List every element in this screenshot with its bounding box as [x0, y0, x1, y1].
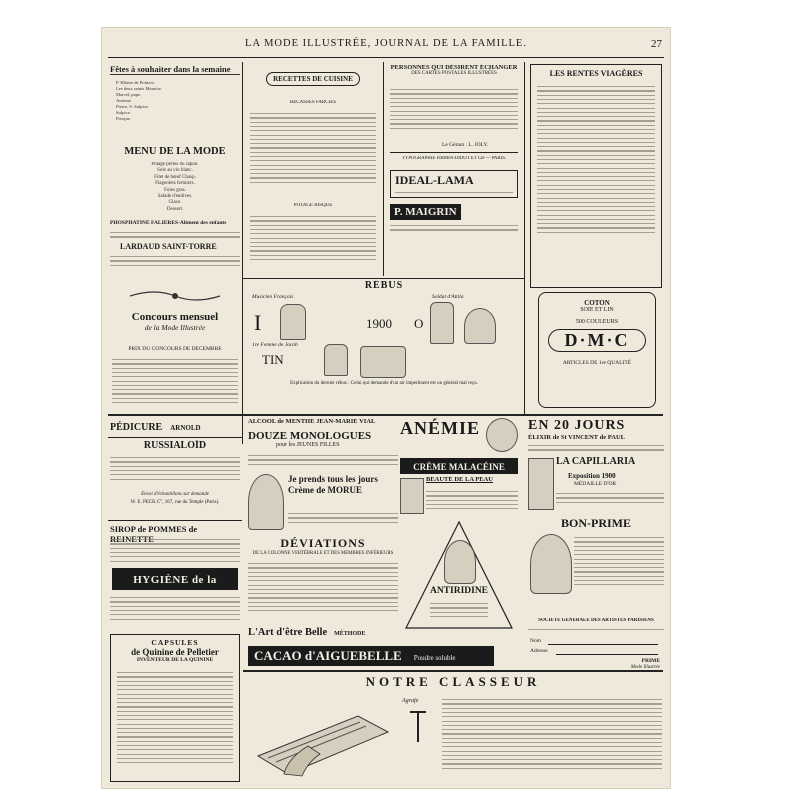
- classeur-heading: NOTRE CLASSEUR: [365, 674, 541, 689]
- rule-classeur: [243, 670, 663, 672]
- rebus-figure-illustration: [464, 308, 496, 344]
- antiridine-ad: ANTIRIDINE: [402, 520, 516, 632]
- deviations-ad: DÉVIATIONS DE LA COLONNE VERTÉBRALE ET DES MEMBRES INFÉRIEURS: [248, 536, 398, 620]
- capsules-ad: CAPSULES de Quinine de Pelletier INVENTEUR DE LA QUININE: [110, 634, 240, 782]
- concours-text: [112, 356, 238, 412]
- dmc-ad: COTON SOIE ET LIN 500 COULEURS D·M·C ARTICLES DE 1re QUALITÉ: [538, 292, 656, 408]
- rentes-viageres-article: LES RENTES VIAGÈRES: [530, 64, 662, 288]
- newspaper-page: [102, 28, 670, 788]
- rule-mid: [243, 414, 663, 416]
- agrafe-illustration: [408, 710, 428, 744]
- rebus-musician-illustration: [280, 304, 306, 340]
- agrafe-clip-icon: [408, 710, 428, 744]
- menu-heading: MENU DE LA MODE: [124, 146, 226, 157]
- fetes-heading: Fêtes à souhaiter dans la semaine: [110, 64, 240, 78]
- coupon-adresse-line: [556, 654, 658, 655]
- fetes-line: Prisque.: [116, 116, 131, 121]
- coupon-nom-label: Nom: [530, 638, 541, 644]
- rebus-pot-illustration: [360, 346, 406, 378]
- rebus-label-right: Soldat d'Attila: [432, 294, 464, 300]
- fetes-line: P. Hilaire de Poitiers.: [116, 80, 155, 85]
- hygiene-ad: HYGIÈNE de la: [112, 568, 238, 590]
- ideal-lama-ad: IDEAL-LAMA: [390, 170, 518, 198]
- binder-illustration-icon: [248, 696, 398, 784]
- column-divider-3: [524, 62, 525, 414]
- rebus-tin: TIN: [262, 352, 284, 367]
- douze-monologues-ad: DOUZE MONOLOGUES pour les JEUNES FILLES: [248, 430, 398, 466]
- header-rule: [108, 57, 664, 58]
- art-belle-ad: L'Art d'être Belle MÉTHODE: [248, 627, 366, 638]
- fetes-line: Les deux saints Maurice.: [116, 86, 162, 91]
- anemie-face-illustration: [486, 418, 518, 452]
- bon-prime-coupon: SOCIÉTÉ GÉNÉRALE DES ARTISTES PARISIENS Nom Adresse PRIME Mode Illustrée: [528, 618, 664, 676]
- bon-prime-ad: BON-PRIME: [528, 516, 664, 616]
- bon-prime-portrait-illustration: [530, 534, 572, 594]
- gerant: Le Gérant : L. JOLY.: [442, 142, 489, 148]
- personnes-list: [390, 86, 518, 140]
- capillaria-bottle-illustration: [528, 458, 554, 510]
- coupon-nom-line: [548, 644, 658, 645]
- sirop-ad: SIROP de POMMES de: [110, 524, 240, 566]
- russialoid-ad: RUSSIALOÏD Envoi d'échantillons sur demande W. E. PECK C°, 167, rue du Temple (Paris).: [110, 440, 240, 510]
- creme-malaceine-ad: CRÈME MALACÉINE: [400, 458, 518, 474]
- antiridine-woman-illustration: [444, 540, 476, 584]
- rebus-label-left: Musicien Français: [252, 294, 294, 300]
- recipe-becasses: BÉCASSES FARCIES: [289, 100, 337, 105]
- agrafe-label: Agrafe: [402, 698, 419, 704]
- anemie-ad: ANÉMIE: [400, 418, 518, 454]
- classeur-text: [442, 696, 662, 784]
- beaute-peau-ad: BEAUTÉ DE LA PEAU: [400, 476, 518, 516]
- menu-item: Potage perles du Japon.: [151, 162, 199, 167]
- column-divider-1: [242, 62, 243, 444]
- menu-item: Dessert.: [166, 206, 184, 212]
- page-number: 27: [651, 38, 662, 50]
- personnes-heading: PERSONNES QUI DÉSIRENT ÉCHANGER DES CARTES POSTALES ILLUSTRÉES: [390, 64, 518, 76]
- hygiene-text: [110, 594, 240, 626]
- recipe-potage: POTAGE BISQUE: [293, 203, 333, 208]
- rebus-heading: RÉBUS: [364, 280, 404, 291]
- maigrin-ad: P. MAIGRIN: [390, 202, 518, 236]
- alcool-menthe-ad: ALCOOL de MENTHE JEAN-MARIE VIAL: [248, 418, 376, 425]
- creme-morue-ad: Je prends tous les jours Crème de MORUE: [248, 470, 398, 532]
- column-divider-2: [383, 62, 384, 276]
- menu-item: Glace.: [168, 200, 182, 206]
- menu-item: Salade d'endives.: [157, 194, 193, 200]
- classeur-illustration: [248, 696, 398, 784]
- morue-illustration: [248, 474, 284, 530]
- rule-rebus: [243, 278, 524, 279]
- fetes-line: Antoine.: [116, 98, 132, 103]
- en-20-jours-ad: EN 20 JOURS ÉLIXIR de St VINCENT de PAUL: [528, 418, 664, 452]
- fetes-line: Marcel, pape.: [116, 92, 142, 97]
- malaceine-jar-illustration: [400, 478, 424, 514]
- recipe-text-1: [250, 110, 376, 200]
- ornament-icon: [110, 286, 240, 306]
- menu-item: Foies gras.: [164, 187, 186, 193]
- phosphatine-ad: PHOSPHATINE FALIÈRES-Aliment des enfants LARDAUD SAINT-TORRE: [110, 220, 240, 280]
- rule-typographie: [390, 152, 518, 153]
- rule-pedicure: [108, 414, 242, 416]
- recipe-text-2: [250, 213, 376, 273]
- cacao-aiguebelle-ad: CACAO d'AIGUEBELLE Poudre soluble: [248, 646, 494, 666]
- rebus-answer: Explication du dernier rébus : Celui qui demande d'un air impertinent est un général mal reçu.: [290, 381, 478, 386]
- rule-sirop: [108, 520, 242, 521]
- rebus-i: I: [254, 310, 262, 335]
- rebus-woman-illustration: [324, 344, 348, 376]
- menu-item: Filet de bœuf Chasp.: [154, 174, 196, 180]
- recettes-heading: RECETTES DE CUISINE: [250, 68, 376, 94]
- rebus-o: O: [414, 316, 424, 331]
- fetes-line: Sulpice.: [116, 110, 131, 115]
- page-header-title: LA MODE ILLUSTRÉE, JOURNAL DE LA FAMILLE.: [245, 38, 527, 49]
- capillaria-ad: LA CAPILLARIA Exposition 1900 MÉDAILLE D'OR: [528, 456, 664, 512]
- concours-prix: PRIX DU CONCOURS DE DÉCEMBRE: [128, 346, 222, 352]
- concours-heading: Concours mensuel de la Mode Illustrée: [131, 311, 219, 332]
- pedicure-ad: PÉDICURE ARNOLD: [110, 422, 201, 433]
- menu-item: Sole au vin blanc.: [157, 168, 193, 174]
- menu-items: [112, 162, 238, 216]
- fetes-list: [116, 80, 236, 124]
- typographie: TYPOGRAPHIE FIRMIN-DIDOT ET Cie — PARIS.: [401, 156, 507, 161]
- rebus-year: 1900: [366, 316, 392, 331]
- fetes-line: Pierre, S. Sulpice.: [116, 104, 150, 109]
- menu-item: Flageolets fermiers.: [155, 181, 195, 187]
- rebus-name-label: 1re Femme de Jacob: [252, 342, 298, 348]
- coupon-adresse-label: Adresse: [530, 648, 548, 654]
- rebus-soldier-illustration: [430, 302, 454, 344]
- rule-russialoid: [108, 437, 242, 438]
- ornament: [110, 286, 240, 306]
